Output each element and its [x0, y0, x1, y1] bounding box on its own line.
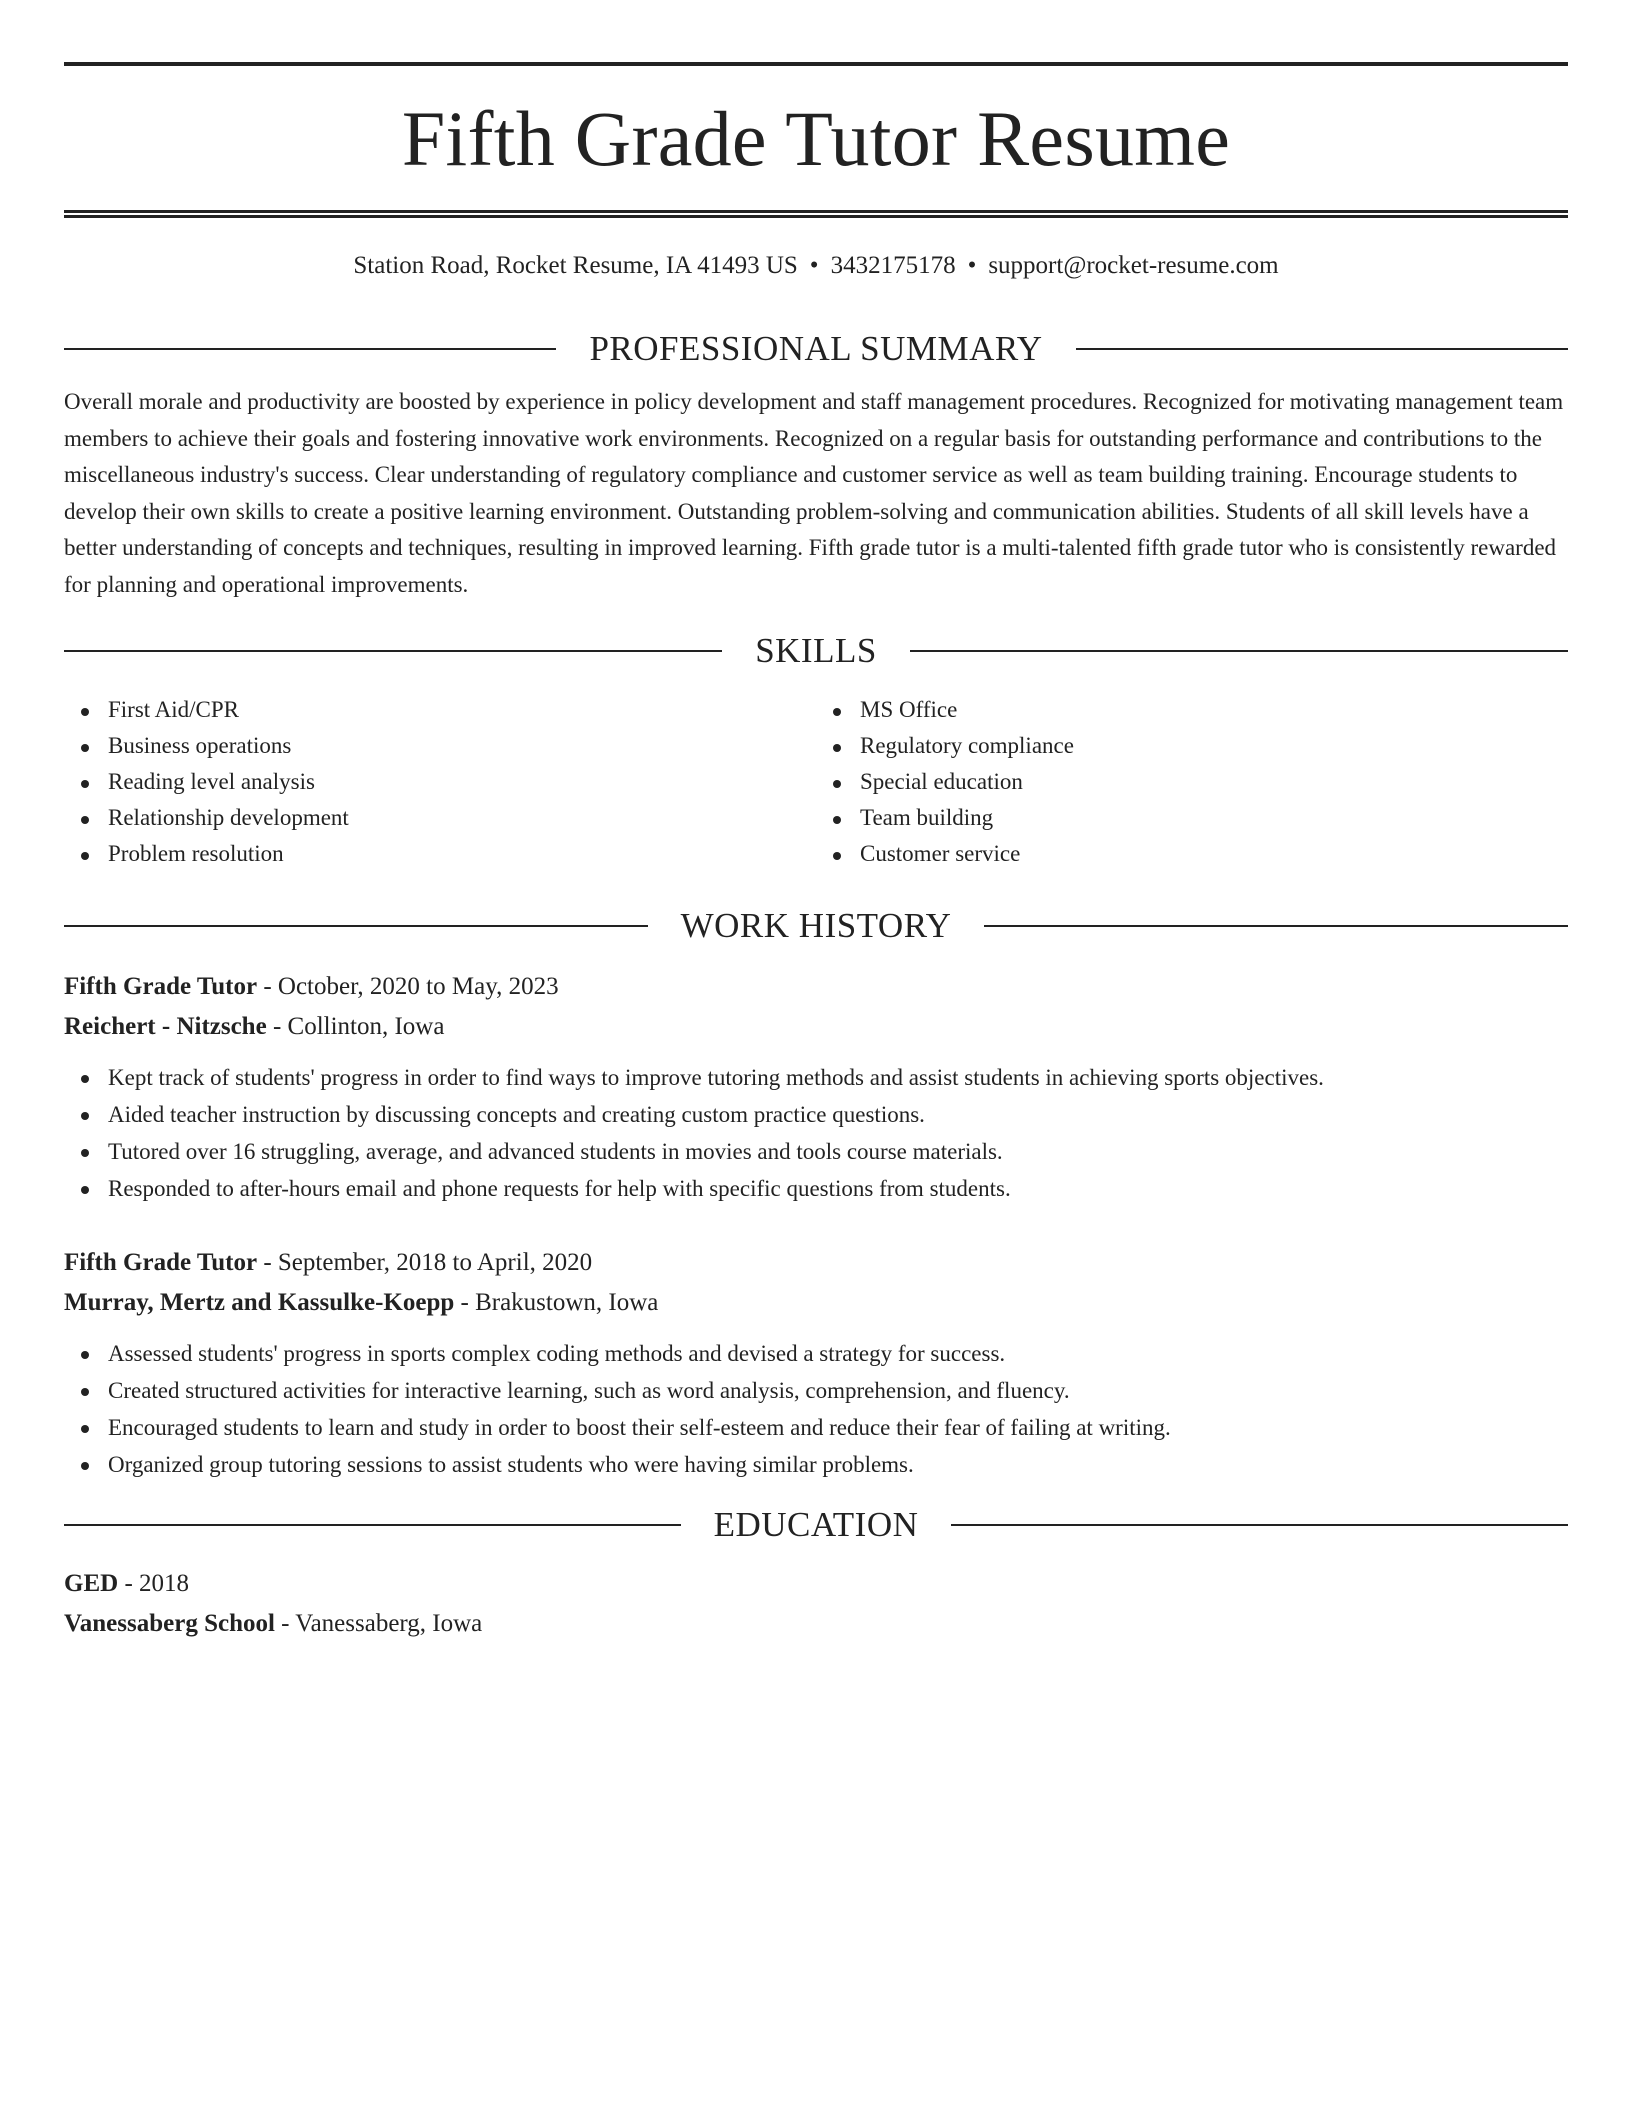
job-dates: - October, 2020 to May, 2023	[257, 973, 559, 1000]
skill-item: Business operations	[64, 728, 816, 764]
section-rule	[1076, 348, 1568, 350]
title-double-rule	[64, 210, 1568, 218]
contact-line	[64, 251, 1568, 281]
skill-item: Reading level analysis	[64, 764, 816, 800]
section-title: EDUCATION	[713, 1505, 919, 1544]
education-entry	[64, 1564, 1568, 1644]
skill-item: Problem resolution	[64, 836, 816, 872]
job-company: Reichert - Nitzsche	[64, 1013, 267, 1040]
skills-list	[64, 692, 1568, 872]
resume-title: Fifth Grade Tutor Resume	[401, 95, 1231, 182]
contact-email: support@rocket-resume.com	[988, 252, 1279, 279]
job-bullet: Organized group tutoring sessions to assist students who were having similar problems.	[64, 1446, 1568, 1483]
skill-item: MS Office	[816, 692, 1568, 728]
job-bullets	[64, 1059, 1568, 1207]
job-company-line	[64, 1007, 1568, 1047]
job-bullet: Created structured activities for interactive learning, such as word analysis, comprehension, and fluency.	[64, 1372, 1568, 1409]
top-rule	[64, 62, 1568, 66]
job-bullets	[64, 1335, 1568, 1483]
contact-separator: •	[967, 252, 977, 279]
skill-item: Customer service	[816, 836, 1568, 872]
section-title: PROFESSIONAL SUMMARY	[589, 329, 1043, 368]
job-dates: - September, 2018 to April, 2020	[257, 1249, 593, 1276]
job-bullet: Kept track of students' progress in order to find ways to improve tutoring methods and assist students in achieving sports objectives.	[64, 1059, 1568, 1096]
contact-phone: 3432175178	[830, 252, 956, 279]
section-rule	[910, 650, 1568, 652]
job-entry	[64, 1243, 1568, 1483]
job-location: - Brakustown, Iowa	[454, 1289, 659, 1316]
skills-column-left	[64, 692, 816, 872]
job-entry	[64, 967, 1568, 1207]
section-rule	[64, 925, 648, 927]
education-degree-line	[64, 1564, 1568, 1604]
section-header-work-history	[64, 908, 1568, 943]
job-bullet: Aided teacher instruction by discussing concepts and creating custom practice questions.	[64, 1096, 1568, 1133]
summary-text: Overall morale and productivity are boosted by experience in policy development and staff management procedures. Recognized for motivating management team members to achieve their goals and fostering innovative work environments. Recognized on a regular basis for outstanding performance and contributions to the miscellaneous industry's success. Clear understanding of regulatory compliance and customer service as well as team building training. Encourage students to develop their own skills to create a positive learning environment. Outstanding problem-solving and communication abilities. Students of all skill levels have a better understanding of concepts and techniques, resulting in improved learning. Fifth grade tutor is a multi-talented fifth grade tutor who is consistently rewarded for planning and operational improvements.	[64, 389, 1564, 597]
job-bullet: Responded to after-hours email and phone requests for help with specific questions from students.	[64, 1170, 1568, 1207]
skill-item: Team building	[816, 800, 1568, 836]
section-title: SKILLS	[755, 631, 877, 670]
section-header-education	[64, 1507, 1568, 1542]
section-rule	[64, 348, 556, 350]
education-location: - Vanessaberg, Iowa	[274, 1610, 483, 1637]
section-rule	[984, 925, 1568, 927]
education-school: Vanessaberg School	[64, 1610, 275, 1637]
contact-address: Station Road, Rocket Resume, IA 41493 US	[353, 252, 798, 279]
education-school-line	[64, 1604, 1568, 1644]
section-header-skills	[64, 633, 1568, 668]
skill-item: Special education	[816, 764, 1568, 800]
job-company: Murray, Mertz and Kassulke-Koepp	[64, 1289, 455, 1316]
section-title: WORK HISTORY	[680, 906, 952, 945]
contact-separator: •	[809, 252, 819, 279]
section-header-summary	[64, 331, 1568, 366]
job-bullet: Encouraged students to learn and study in order to boost their self-esteem and reduce their fear of failing at writing.	[64, 1409, 1568, 1446]
job-title-line	[64, 967, 1568, 1007]
skill-item: Regulatory compliance	[816, 728, 1568, 764]
job-title-line	[64, 1243, 1568, 1283]
job-title: Fifth Grade Tutor	[64, 973, 258, 1000]
section-rule	[64, 1524, 681, 1526]
skill-item: First Aid/CPR	[64, 692, 816, 728]
section-rule	[951, 1524, 1568, 1526]
skills-column-right	[816, 692, 1568, 872]
education-year: - 2018	[118, 1570, 190, 1597]
job-bullet: Tutored over 16 struggling, average, and advanced students in movies and tools course materials.	[64, 1133, 1568, 1170]
job-location: - Collinton, Iowa	[266, 1013, 445, 1040]
job-company-line	[64, 1283, 1568, 1323]
skill-item: Relationship development	[64, 800, 816, 836]
education-degree: GED	[64, 1570, 119, 1597]
section-rule	[64, 650, 722, 652]
job-title: Fifth Grade Tutor	[64, 1249, 258, 1276]
job-bullet: Assessed students' progress in sports complex coding methods and devised a strategy for success.	[64, 1335, 1568, 1372]
